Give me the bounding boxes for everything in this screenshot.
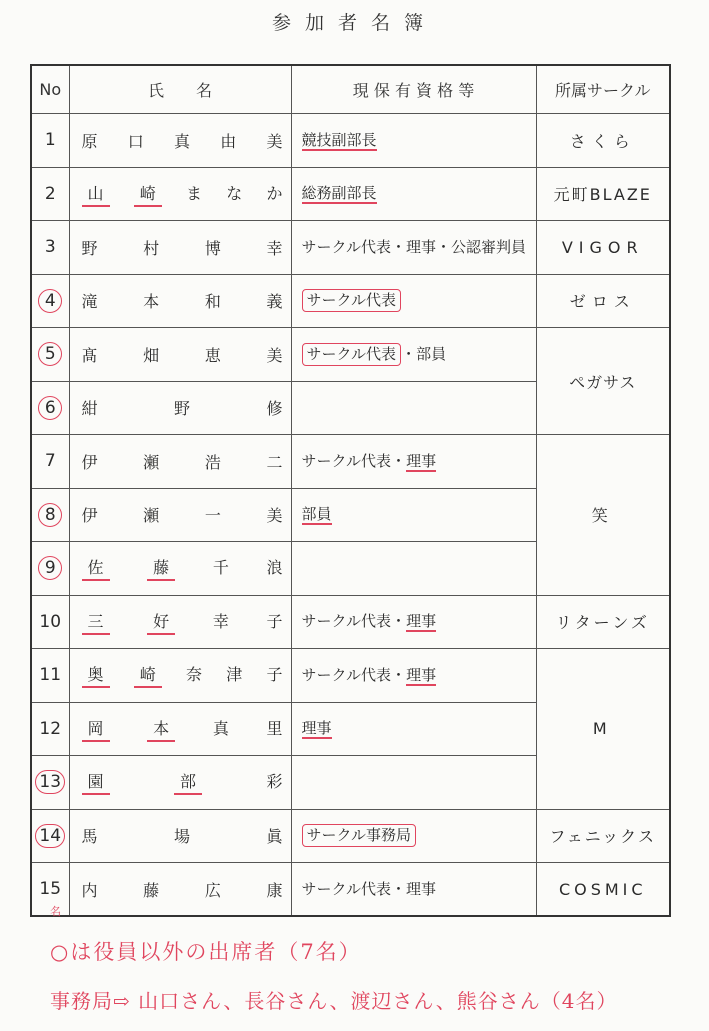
name-character: 三 — [82, 609, 110, 635]
name-character: 場 — [173, 827, 190, 847]
name-character: 奥 — [82, 662, 110, 688]
name-character: 真 — [212, 718, 229, 738]
name-character: 畑 — [143, 345, 160, 365]
name-character: 佐 — [82, 555, 110, 581]
table-row — [31, 328, 670, 382]
name-character: 藤 — [147, 555, 175, 581]
club-name: フェニックス — [536, 809, 670, 863]
member-name — [69, 114, 291, 168]
attendee-circle-mark: 9 — [38, 556, 62, 580]
member-name — [69, 435, 291, 489]
header-club: 所属サークル — [536, 65, 670, 114]
club-name: さくら — [536, 114, 670, 168]
club-name: 元町BLAZE — [536, 167, 670, 221]
name-character: 瀬 — [143, 506, 160, 526]
name-character: 口 — [127, 131, 144, 151]
name-character: 千 — [212, 558, 229, 578]
name-character: 彩 — [266, 772, 283, 792]
member-name — [69, 756, 291, 810]
name-character: 髙 — [81, 345, 98, 365]
row-number — [31, 542, 69, 596]
attendee-circle-mark: 8 — [38, 503, 62, 527]
row-number: 12 — [31, 702, 69, 756]
name-character: 奈 — [185, 665, 202, 685]
qualification: サークル代表 ・部員 — [291, 328, 536, 382]
member-name — [69, 809, 291, 863]
name-character: 津 — [226, 665, 243, 685]
table-row — [31, 863, 670, 917]
name-character: 修 — [266, 399, 283, 419]
attendee-circle-mark: 4 — [38, 289, 62, 313]
header-no: No — [31, 65, 69, 114]
table-row — [31, 221, 670, 275]
name-character: 子 — [266, 665, 283, 685]
header-qualification: 現 保 有 資 格 等 — [291, 65, 536, 114]
qualification — [291, 274, 536, 328]
name-character: 幸 — [212, 611, 229, 631]
name-character: か — [266, 183, 283, 203]
name-character: 村 — [143, 238, 160, 258]
row-number: 11 — [31, 649, 69, 703]
table-row — [31, 274, 670, 328]
name-character: 崎 — [134, 181, 162, 207]
qualification: サークル代表・理事 — [291, 649, 536, 703]
name-character: 美 — [266, 506, 283, 526]
club-name: ペガサス — [536, 328, 670, 435]
name-character: 和 — [204, 292, 221, 312]
handwritten-count-mark: 名 — [50, 905, 61, 918]
attendee-circle-mark: 5 — [38, 342, 62, 366]
qualification — [291, 809, 536, 863]
member-name — [69, 649, 291, 703]
header-row — [31, 65, 670, 114]
member-name — [69, 863, 291, 917]
member-name — [69, 488, 291, 542]
name-character: 真 — [173, 131, 190, 151]
name-character: 野 — [173, 399, 190, 419]
attendee-circle-mark: 6 — [38, 396, 62, 420]
row-number — [31, 809, 69, 863]
table-row — [31, 809, 670, 863]
row-number: 1 — [31, 114, 69, 168]
qualification — [291, 756, 536, 810]
row-number — [31, 488, 69, 542]
club-name: COSMIC — [536, 863, 670, 917]
name-character: な — [226, 183, 243, 203]
name-character: 二 — [266, 452, 283, 472]
handwritten-note-secretariat: 事務局⇨ 山口さん、長谷さん、渡辺さん、熊谷さん（4名） — [50, 989, 618, 1013]
qualification — [291, 542, 536, 596]
club-name: 笑 — [536, 435, 670, 596]
qualification: 理事 — [291, 702, 536, 756]
name-character: 山 — [82, 181, 110, 207]
header-name: 氏 名 — [69, 65, 291, 114]
highlight-box: サークル代表 — [302, 343, 402, 366]
club-name: リターンズ — [536, 595, 670, 649]
member-name — [69, 381, 291, 435]
qualification — [291, 381, 536, 435]
table-row — [31, 595, 670, 649]
name-character: 一 — [204, 506, 221, 526]
club-name: VIGOR — [536, 221, 670, 275]
name-character: 博 — [204, 238, 221, 258]
qualification: サークル代表・理事 — [291, 863, 536, 917]
name-character: 好 — [147, 609, 175, 635]
name-character: 眞 — [266, 827, 283, 847]
table-row — [31, 114, 670, 168]
club-name: M — [536, 649, 670, 810]
member-name — [69, 595, 291, 649]
name-character: 紺 — [81, 399, 98, 419]
member-name — [69, 221, 291, 275]
name-character: 藤 — [143, 880, 160, 900]
name-character: 康 — [266, 880, 283, 900]
name-character: 子 — [266, 611, 283, 631]
row-number: 3 — [31, 221, 69, 275]
name-character: 滝 — [81, 292, 98, 312]
table-row — [31, 649, 670, 703]
member-name — [69, 702, 291, 756]
name-character: 幸 — [266, 238, 283, 258]
row-number: 15 名 — [31, 863, 69, 917]
member-name — [69, 542, 291, 596]
name-character: 伊 — [81, 452, 98, 472]
qualification: サークル代表・理事 — [291, 435, 536, 489]
row-number — [31, 274, 69, 328]
qualification: サークル代表・理事 — [291, 595, 536, 649]
name-character: 原 — [81, 131, 98, 151]
name-character: 内 — [81, 880, 98, 900]
name-character: 広 — [204, 880, 221, 900]
name-character: 園 — [82, 769, 110, 795]
name-character: 美 — [266, 131, 283, 151]
qualification: 総務副部長 — [291, 167, 536, 221]
name-character: 岡 — [82, 716, 110, 742]
qualification: サークル代表・理事・公認審判員 — [291, 221, 536, 275]
highlight-box: サークル事務局 — [302, 824, 417, 847]
row-number: 10 — [31, 595, 69, 649]
row-number — [31, 381, 69, 435]
name-character: 浪 — [266, 558, 283, 578]
name-character: 伊 — [81, 506, 98, 526]
name-character: 由 — [220, 131, 237, 151]
name-character: 馬 — [81, 827, 98, 847]
row-number — [31, 756, 69, 810]
row-number: 7 — [31, 435, 69, 489]
name-character: 部 — [174, 769, 202, 795]
qualification: 競技副部長 — [291, 114, 536, 168]
row-number: 2 — [31, 167, 69, 221]
name-character: 野 — [81, 238, 98, 258]
name-character: 崎 — [134, 662, 162, 688]
name-character: 本 — [147, 716, 175, 742]
table-row — [31, 435, 670, 489]
participant-table — [30, 64, 671, 917]
row-number — [31, 328, 69, 382]
name-character: 恵 — [204, 345, 221, 365]
name-character: 浩 — [204, 452, 221, 472]
name-character: 瀬 — [143, 452, 160, 472]
attendee-circle-mark: 13 — [35, 770, 65, 794]
name-character: 本 — [143, 292, 160, 312]
member-name — [69, 274, 291, 328]
table-row — [31, 167, 670, 221]
highlight-box: サークル代表 — [302, 289, 402, 312]
name-character: ま — [185, 183, 202, 203]
page-title: 参加者名簿 — [271, 12, 437, 34]
member-name — [69, 167, 291, 221]
qualification: 部員 — [291, 488, 536, 542]
member-name — [69, 328, 291, 382]
handwritten-note-attendees: ○は役員以外の出席者（7名） — [50, 940, 362, 964]
attendee-circle-mark: 14 — [35, 824, 65, 848]
name-character: 義 — [266, 292, 283, 312]
club-name: ゼロス — [536, 274, 670, 328]
name-character: 里 — [266, 718, 283, 738]
name-character: 美 — [266, 345, 283, 365]
